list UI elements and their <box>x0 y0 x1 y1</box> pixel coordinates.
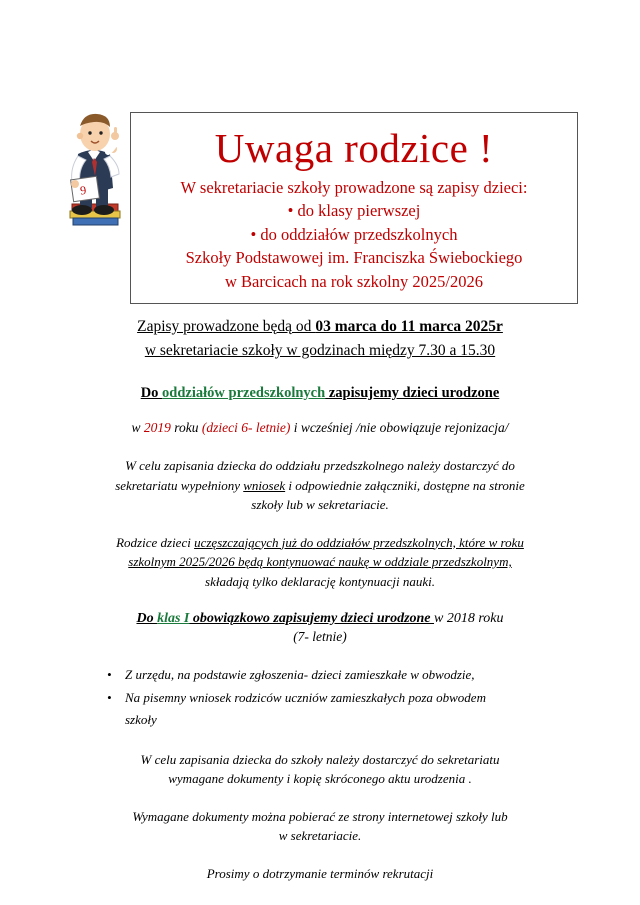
preschool-paragraph-1 <box>85 456 555 515</box>
preschool-p1-line-1: W celu zapisania dziecka do oddziału przedszkolnego należy dostarczyć do <box>125 458 515 474</box>
preschool-year-line <box>0 420 640 436</box>
closing-line: Prosimy o dotrzymanie terminów rekrutacji <box>206 865 434 881</box>
preschool-p1-line-2 <box>85 476 555 496</box>
dates-line-1 <box>60 315 580 339</box>
firstclass-paragraph-1 <box>85 750 555 789</box>
firstclass-heading-green: klas I <box>157 611 190 627</box>
firstclass-paragraph-2 <box>85 807 555 846</box>
preschool-p1-l2-underlined: wniosek <box>243 477 286 493</box>
page-title: Uwaga rodzice ! <box>214 125 494 171</box>
preschool-year-mid: roku <box>170 420 202 436</box>
firstclass-p2-line-2: w sekretariacie. <box>278 828 362 844</box>
firstclass-bullet-list <box>85 665 555 730</box>
firstclass-heading-pre: Do <box>136 611 158 627</box>
list-item: • Na pisemny wniosek rodziców uczniów zamieszkałych poza obwodem <box>107 688 555 708</box>
preschool-heading-green: oddziałów przedszkolnych <box>162 385 326 402</box>
dates-line-1-prefix: Zapisy prowadzone będą od <box>137 318 316 335</box>
headline-bullets <box>131 199 577 246</box>
poster-header-area <box>0 0 640 291</box>
preschool-p2-l1-underlined: uczęszczających już do oddziałów przedszkolnych, które w roku <box>194 534 524 550</box>
schoolboy-illustration-icon <box>58 108 133 238</box>
list-item-continuation: szkoły <box>125 712 157 728</box>
preschool-paragraph-2 <box>85 533 555 592</box>
preschool-p2-line-2: szkolnym 2025/2026 będą kontynuować naukę w oddziale przedszkolnym, <box>128 554 512 570</box>
svg-text:9: 9 <box>79 182 88 198</box>
firstclass-heading-post: roku <box>474 611 504 627</box>
preschool-p1-l2-b: i odpowiednie załączniki, dostępne na stronie <box>285 477 525 493</box>
preschool-year: 2019 <box>143 420 171 436</box>
preschool-p1-line-3: szkoły lub w sekretariacie. <box>251 497 389 513</box>
firstclass-heading-mid: obowiązkowo zapisujemy dzieci urodzone <box>189 611 435 627</box>
preschool-p2-l1-a: Rodzice dzieci <box>116 534 195 550</box>
firstclass-p1-line-1: W celu zapisania dziecka do szkoły należy dostarczyć do sekretariatu <box>140 751 500 767</box>
firstclass-p1-line-2: wymagane dokumenty i kopię skróconego aktu urodzenia . <box>168 771 472 787</box>
dates-line-1-bold: 03 marca do 11 marca 2025r <box>315 318 503 335</box>
preschool-p2-line-3: składają tylko deklarację kontynuacji nauki. <box>205 573 435 589</box>
firstclass-subheading: (7- letnie) <box>293 629 347 645</box>
headline-intro: W sekretariacie szkoły prowadzone są zapisy dzieci: <box>180 178 528 198</box>
headline-bullet-1: • do klasy pierwszej <box>287 201 421 221</box>
firstclass-heading <box>0 611 640 627</box>
preschool-p1-l2-a: sekretariatu wypełniony <box>115 477 244 493</box>
firstclass-p2-line-1: Wymagane dokumenty można pobierać ze strony internetowej szkoły lub <box>132 808 508 824</box>
dates-block <box>60 315 580 363</box>
headline-bullet-2: • do oddziałów przedszkolnych <box>250 224 458 244</box>
preschool-heading-post: zapisujemy dzieci urodzone <box>325 385 500 402</box>
preschool-heading <box>0 385 640 402</box>
preschool-heading-pre: Do <box>140 385 163 402</box>
preschool-year-note: (dzieci 6- letnie) <box>201 420 291 436</box>
list-item: • Z urzędu, na podstawie zgłoszenia- dzieci zamieszkałe w obwodzie, <box>107 665 555 685</box>
school-name-line-2: w Barcicach na rok szkolny 2025/2026 <box>225 271 483 291</box>
firstclass-heading-year: w 2018 <box>434 611 475 627</box>
poster-body <box>0 315 640 883</box>
dates-line-2: w sekretariacie szkoły w godzinach między 7.30 a 15.30 <box>144 342 496 360</box>
school-name-line-1: Szkoły Podstawowej im. Franciszka Świebockiego <box>185 248 523 268</box>
preschool-year-pre: w <box>131 420 144 436</box>
headline-box <box>130 112 578 304</box>
preschool-p2-line-1 <box>85 533 555 553</box>
preschool-year-post: i wcześniej /nie obowiązuje rejonizacja/ <box>290 420 509 436</box>
